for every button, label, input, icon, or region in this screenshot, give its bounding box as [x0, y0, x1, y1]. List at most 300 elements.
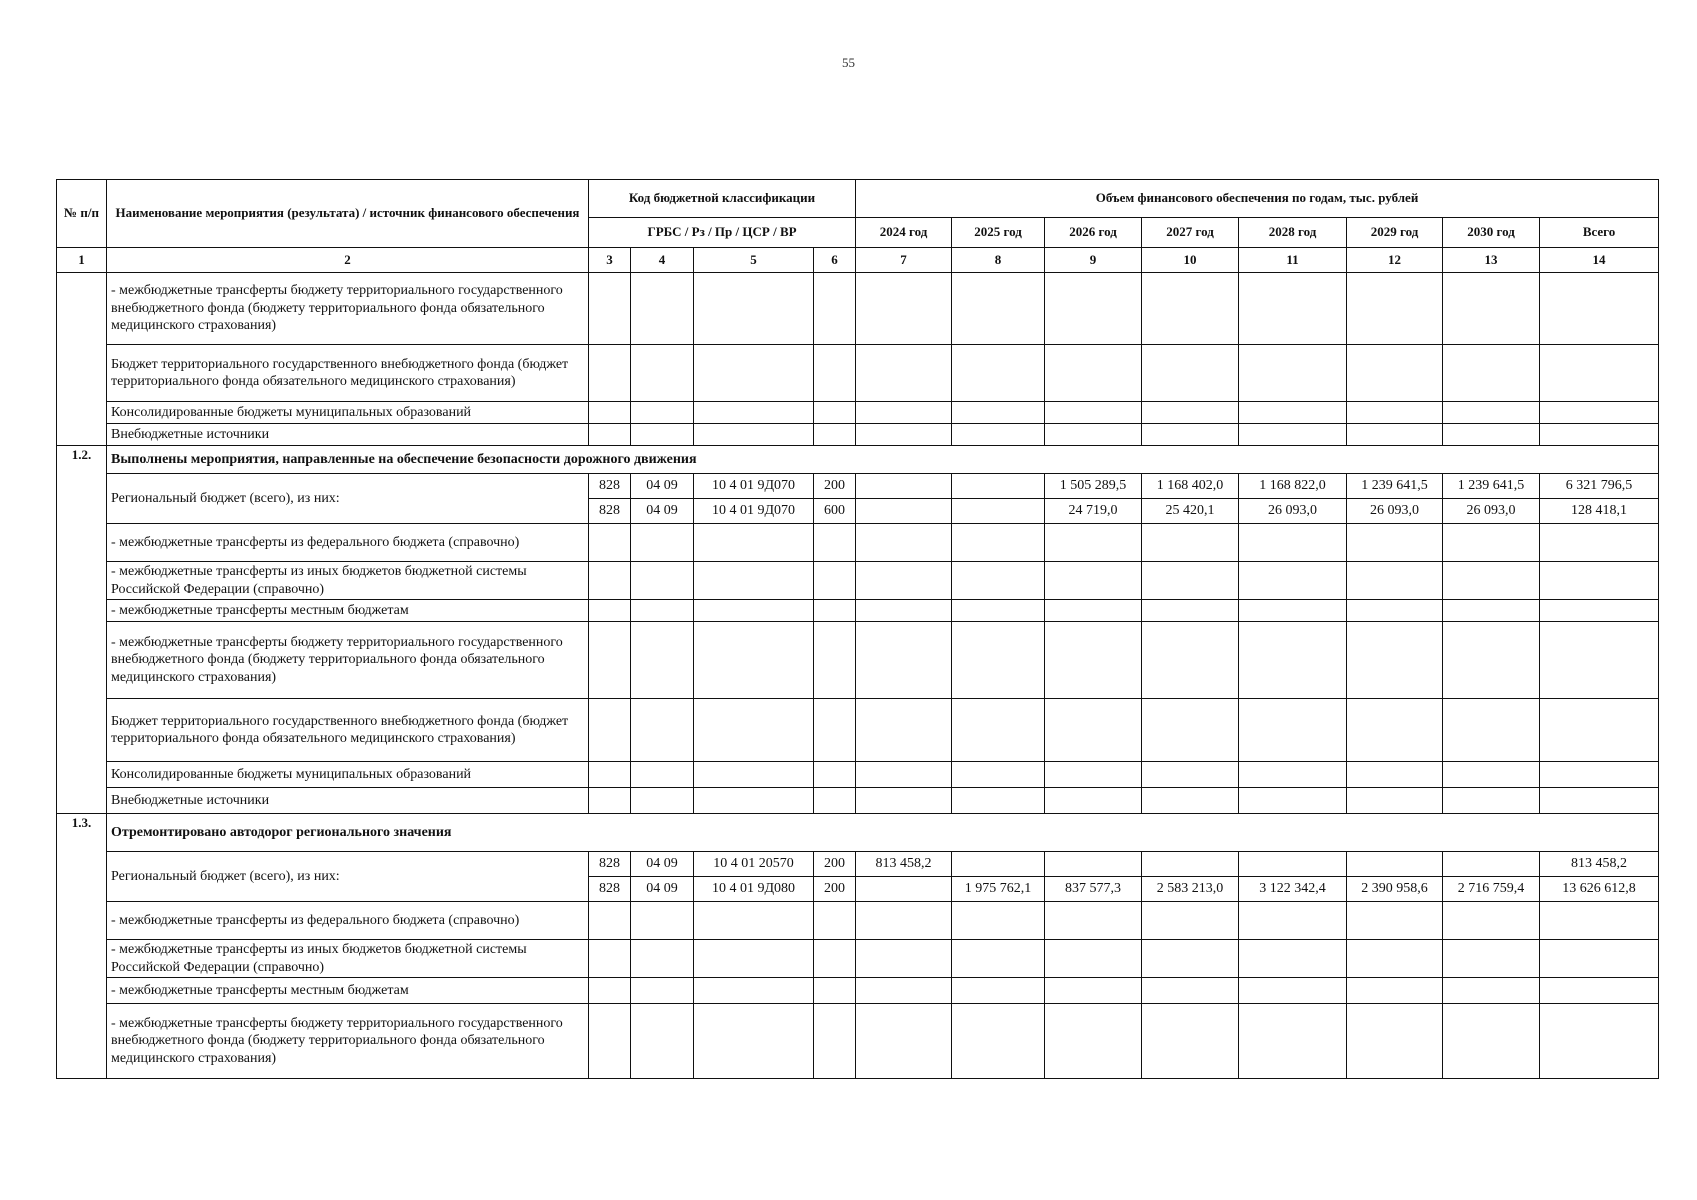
col-number: 14: [1540, 248, 1659, 273]
col-number: 6: [814, 248, 856, 273]
amount-cell: [1443, 852, 1540, 877]
empty-cell: [694, 902, 814, 940]
row-label: Бюджет территориального государственного внебюджетного фонда (бюджет территориального фонда обязательного медицинского страхования): [107, 345, 589, 402]
empty-cell: [1443, 424, 1540, 446]
empty-cell: [1540, 940, 1659, 978]
section-index: 1.3.: [57, 814, 107, 1079]
empty-cell: [952, 345, 1045, 402]
empty-cell: [589, 345, 631, 402]
header-total: Всего: [1540, 218, 1659, 248]
empty-cell: [1239, 902, 1347, 940]
rz-pr-cell: 04 09: [631, 852, 694, 877]
amount-cell: [856, 877, 952, 902]
vr-cell: 600: [814, 499, 856, 524]
budget-data-row: [57, 852, 1659, 877]
empty-cell: [1142, 622, 1239, 699]
header-name: Наименование мероприятия (результата) / источник финансового обеспечения: [107, 180, 589, 248]
empty-cell: [694, 345, 814, 402]
empty-cell: [1142, 699, 1239, 762]
empty-cell: [952, 424, 1045, 446]
empty-cell: [814, 978, 856, 1004]
header-kbk: Код бюджетной классификации: [589, 180, 856, 218]
header-kbk-sub: ГРБС / Рз / Пр / ЦСР / ВР: [589, 218, 856, 248]
table-row: [57, 402, 1659, 424]
empty-cell: [589, 940, 631, 978]
empty-cell: [694, 622, 814, 699]
empty-cell: [1347, 1004, 1443, 1079]
empty-cell: [1540, 562, 1659, 600]
empty-cell: [1142, 940, 1239, 978]
empty-cell: [1045, 562, 1142, 600]
amount-cell: 26 093,0: [1443, 499, 1540, 524]
empty-cell: [856, 345, 952, 402]
col-number: 10: [1142, 248, 1239, 273]
empty-cell: [814, 1004, 856, 1079]
empty-cell: [589, 402, 631, 424]
amount-cell: [952, 852, 1045, 877]
empty-cell: [1443, 902, 1540, 940]
empty-cell: [1239, 424, 1347, 446]
empty-cell: [1142, 273, 1239, 345]
empty-cell: [1540, 345, 1659, 402]
empty-cell: [1239, 562, 1347, 600]
col-number: 1: [57, 248, 107, 273]
empty-cell: [952, 273, 1045, 345]
empty-cell: [1142, 524, 1239, 562]
empty-cell: [1540, 524, 1659, 562]
budget-data-row: [57, 474, 1659, 499]
empty-cell: [694, 600, 814, 622]
row-label: - межбюджетные трансферты бюджету территориального государственного внебюджетного фонда (бюджету территориального фонда обязательного медицинского страхования): [107, 622, 589, 699]
rz-pr-cell: 04 09: [631, 877, 694, 902]
empty-cell: [694, 940, 814, 978]
empty-cell: [1443, 402, 1540, 424]
empty-cell: [1443, 1004, 1540, 1079]
empty-cell: [1045, 273, 1142, 345]
csr-cell: 10 4 01 9Д080: [694, 877, 814, 902]
empty-cell: [1540, 424, 1659, 446]
empty-cell: [1045, 600, 1142, 622]
header-year: 2027 год: [1142, 218, 1239, 248]
amount-cell: [1239, 852, 1347, 877]
amount-cell: [856, 474, 952, 499]
empty-cell: [589, 273, 631, 345]
row-label: - межбюджетные трансферты из иных бюджетов бюджетной системы Российской Федерации (справочно): [107, 562, 589, 600]
empty-cell: [952, 978, 1045, 1004]
empty-cell: [1443, 524, 1540, 562]
amount-cell: 1 168 822,0: [1239, 474, 1347, 499]
amount-cell: [1347, 852, 1443, 877]
empty-cell: [1347, 345, 1443, 402]
section-title: Отремонтировано автодорог регионального значения: [107, 814, 1659, 852]
empty-cell: [1347, 940, 1443, 978]
row-label: Консолидированные бюджеты муниципальных образований: [107, 402, 589, 424]
header-year: 2024 год: [856, 218, 952, 248]
empty-cell: [856, 978, 952, 1004]
amount-cell: [952, 474, 1045, 499]
vr-cell: 200: [814, 852, 856, 877]
header-num: № п/п: [57, 180, 107, 248]
empty-cell: [631, 273, 694, 345]
col-number: 2: [107, 248, 589, 273]
empty-cell: [1443, 788, 1540, 814]
empty-cell: [952, 940, 1045, 978]
empty-cell: [856, 562, 952, 600]
empty-cell: [631, 699, 694, 762]
empty-cell: [1239, 524, 1347, 562]
col-number: 4: [631, 248, 694, 273]
col-number: 12: [1347, 248, 1443, 273]
empty-cell: [952, 600, 1045, 622]
empty-cell: [631, 622, 694, 699]
table-row: [57, 524, 1659, 562]
table-row: [57, 273, 1659, 345]
empty-cell: [1239, 402, 1347, 424]
empty-cell: [1443, 622, 1540, 699]
empty-cell: [814, 402, 856, 424]
section-title-row: [57, 446, 1659, 474]
empty-cell: [1045, 699, 1142, 762]
empty-cell: [814, 600, 856, 622]
row-label: Консолидированные бюджеты муниципальных образований: [107, 762, 589, 788]
empty-cell: [1540, 788, 1659, 814]
empty-cell: [1540, 402, 1659, 424]
empty-cell: [814, 699, 856, 762]
empty-cell: [1045, 762, 1142, 788]
empty-cell: [1239, 762, 1347, 788]
empty-cell: [856, 902, 952, 940]
empty-cell: [856, 699, 952, 762]
budget-table: [56, 179, 1659, 1079]
empty-cell: [1142, 600, 1239, 622]
empty-cell: [631, 788, 694, 814]
amount-cell: [952, 499, 1045, 524]
row-label: - межбюджетные трансферты из иных бюджетов бюджетной системы Российской Федерации (справочно): [107, 940, 589, 978]
empty-cell: [589, 600, 631, 622]
empty-cell: [1239, 345, 1347, 402]
empty-cell: [631, 424, 694, 446]
empty-cell: [1347, 978, 1443, 1004]
grbs-cell: 828: [589, 852, 631, 877]
empty-cell: [694, 273, 814, 345]
empty-cell: [814, 902, 856, 940]
empty-cell: [1347, 762, 1443, 788]
empty-cell: [589, 788, 631, 814]
empty-cell: [1443, 562, 1540, 600]
vr-cell: 200: [814, 877, 856, 902]
empty-cell: [1443, 940, 1540, 978]
empty-cell: [1045, 1004, 1142, 1079]
empty-cell: [1045, 402, 1142, 424]
empty-cell: [589, 562, 631, 600]
row-label: - межбюджетные трансферты местным бюджетам: [107, 600, 589, 622]
header-year: 2030 год: [1443, 218, 1540, 248]
empty-cell: [1142, 762, 1239, 788]
table-row: [57, 622, 1659, 699]
col-number: 9: [1045, 248, 1142, 273]
empty-cell: [589, 622, 631, 699]
empty-cell: [814, 273, 856, 345]
empty-cell: [694, 402, 814, 424]
empty-cell: [1142, 1004, 1239, 1079]
empty-cell: [631, 940, 694, 978]
empty-cell: [1239, 940, 1347, 978]
amount-cell: 24 719,0: [1045, 499, 1142, 524]
col-number: 3: [589, 248, 631, 273]
table-row: [57, 699, 1659, 762]
row-label: Внебюджетные источники: [107, 788, 589, 814]
row-label: - межбюджетные трансферты бюджету территориального государственного внебюджетного фонда (бюджету территориального фонда обязательного медицинского страхования): [107, 1004, 589, 1079]
empty-cell: [1443, 600, 1540, 622]
header-volume: Объем финансового обеспечения по годам, тыс. рублей: [856, 180, 1659, 218]
empty-cell: [1347, 562, 1443, 600]
empty-cell: [1540, 699, 1659, 762]
index-cell-blank: [57, 273, 107, 446]
empty-cell: [631, 562, 694, 600]
regional-budget-label: Региональный бюджет (всего), из них:: [107, 474, 589, 524]
header-year: 2028 год: [1239, 218, 1347, 248]
empty-cell: [694, 978, 814, 1004]
amount-cell: 2 390 958,6: [1347, 877, 1443, 902]
empty-cell: [1540, 273, 1659, 345]
empty-cell: [694, 699, 814, 762]
empty-cell: [1347, 622, 1443, 699]
empty-cell: [1239, 622, 1347, 699]
empty-cell: [1045, 524, 1142, 562]
empty-cell: [589, 978, 631, 1004]
empty-cell: [1239, 600, 1347, 622]
empty-cell: [814, 562, 856, 600]
table-row: [57, 1004, 1659, 1079]
empty-cell: [694, 562, 814, 600]
empty-cell: [952, 562, 1045, 600]
table-row: [57, 978, 1659, 1004]
column-number-row: [57, 248, 1659, 273]
empty-cell: [952, 524, 1045, 562]
empty-cell: [1142, 788, 1239, 814]
row-label: - межбюджетные трансферты бюджету территориального государственного внебюджетного фонда (бюджету территориального фонда обязательного медицинского страхования): [107, 273, 589, 345]
empty-cell: [856, 622, 952, 699]
table-row: [57, 600, 1659, 622]
empty-cell: [856, 600, 952, 622]
empty-cell: [1045, 622, 1142, 699]
empty-cell: [694, 788, 814, 814]
amount-cell: 2 583 213,0: [1142, 877, 1239, 902]
empty-cell: [1142, 345, 1239, 402]
empty-cell: [631, 345, 694, 402]
section-title-row: [57, 814, 1659, 852]
empty-cell: [952, 699, 1045, 762]
empty-cell: [1347, 524, 1443, 562]
empty-cell: [952, 762, 1045, 788]
col-number: 7: [856, 248, 952, 273]
empty-cell: [589, 524, 631, 562]
grbs-cell: 828: [589, 877, 631, 902]
row-label: Бюджет территориального государственного внебюджетного фонда (бюджет территориального фонда обязательного медицинского страхования): [107, 699, 589, 762]
empty-cell: [631, 402, 694, 424]
amount-cell: 25 420,1: [1142, 499, 1239, 524]
amount-cell: 1 239 641,5: [1443, 474, 1540, 499]
empty-cell: [589, 762, 631, 788]
empty-cell: [694, 524, 814, 562]
row-label: - межбюджетные трансферты из федерального бюджета (справочно): [107, 902, 589, 940]
amount-cell: [1045, 852, 1142, 877]
amount-cell: 1 168 402,0: [1142, 474, 1239, 499]
amount-cell: 1 975 762,1: [952, 877, 1045, 902]
rz-pr-cell: 04 09: [631, 499, 694, 524]
empty-cell: [631, 762, 694, 788]
empty-cell: [1239, 273, 1347, 345]
empty-cell: [1540, 622, 1659, 699]
empty-cell: [856, 762, 952, 788]
row-label: Внебюджетные источники: [107, 424, 589, 446]
amount-cell: 128 418,1: [1540, 499, 1659, 524]
empty-cell: [814, 788, 856, 814]
empty-cell: [814, 622, 856, 699]
amount-cell: 1 505 289,5: [1045, 474, 1142, 499]
empty-cell: [1540, 978, 1659, 1004]
table-row: [57, 562, 1659, 600]
empty-cell: [952, 1004, 1045, 1079]
empty-cell: [1540, 902, 1659, 940]
section-title: Выполнены мероприятия, направленные на обеспечение безопасности дорожного движения: [107, 446, 1659, 474]
empty-cell: [1540, 1004, 1659, 1079]
amount-cell: 837 577,3: [1045, 877, 1142, 902]
empty-cell: [1045, 902, 1142, 940]
empty-cell: [1045, 788, 1142, 814]
empty-cell: [1045, 424, 1142, 446]
empty-cell: [1142, 402, 1239, 424]
amount-cell: 813 458,2: [856, 852, 952, 877]
rz-pr-cell: 04 09: [631, 474, 694, 499]
empty-cell: [814, 762, 856, 788]
empty-cell: [1239, 788, 1347, 814]
empty-cell: [856, 273, 952, 345]
table-row: [57, 788, 1659, 814]
csr-cell: 10 4 01 20570: [694, 852, 814, 877]
regional-budget-label: Региональный бюджет (всего), из них:: [107, 852, 589, 902]
empty-cell: [1347, 902, 1443, 940]
empty-cell: [694, 424, 814, 446]
amount-cell: 1 239 641,5: [1347, 474, 1443, 499]
empty-cell: [694, 762, 814, 788]
empty-cell: [1045, 940, 1142, 978]
empty-cell: [1347, 273, 1443, 345]
table-row: [57, 345, 1659, 402]
amount-cell: 3 122 342,4: [1239, 877, 1347, 902]
empty-cell: [1239, 978, 1347, 1004]
header-year: 2025 год: [952, 218, 1045, 248]
empty-cell: [694, 1004, 814, 1079]
header-year: 2026 год: [1045, 218, 1142, 248]
empty-cell: [814, 940, 856, 978]
empty-cell: [589, 902, 631, 940]
empty-cell: [1239, 699, 1347, 762]
amount-cell: 813 458,2: [1540, 852, 1659, 877]
empty-cell: [856, 940, 952, 978]
empty-cell: [1142, 424, 1239, 446]
empty-cell: [952, 622, 1045, 699]
csr-cell: 10 4 01 9Д070: [694, 474, 814, 499]
empty-cell: [631, 1004, 694, 1079]
table-row: [57, 424, 1659, 446]
col-number: 5: [694, 248, 814, 273]
empty-cell: [856, 402, 952, 424]
empty-cell: [1045, 978, 1142, 1004]
empty-cell: [589, 1004, 631, 1079]
empty-cell: [1347, 788, 1443, 814]
empty-cell: [814, 345, 856, 402]
empty-cell: [952, 402, 1045, 424]
table-row: [57, 902, 1659, 940]
empty-cell: [589, 699, 631, 762]
empty-cell: [952, 788, 1045, 814]
empty-cell: [1142, 902, 1239, 940]
empty-cell: [1347, 600, 1443, 622]
table-row: [57, 762, 1659, 788]
empty-cell: [1142, 562, 1239, 600]
empty-cell: [1347, 424, 1443, 446]
grbs-cell: 828: [589, 499, 631, 524]
amount-cell: 6 321 796,5: [1540, 474, 1659, 499]
empty-cell: [856, 1004, 952, 1079]
empty-cell: [1347, 402, 1443, 424]
empty-cell: [1443, 699, 1540, 762]
empty-cell: [589, 424, 631, 446]
grbs-cell: 828: [589, 474, 631, 499]
header-year: 2029 год: [1347, 218, 1443, 248]
empty-cell: [1443, 762, 1540, 788]
empty-cell: [1443, 273, 1540, 345]
empty-cell: [814, 424, 856, 446]
amount-cell: [1142, 852, 1239, 877]
amount-cell: 2 716 759,4: [1443, 877, 1540, 902]
col-number: 11: [1239, 248, 1347, 273]
page-number: 55: [842, 55, 855, 70]
col-number: 13: [1443, 248, 1540, 273]
empty-cell: [952, 902, 1045, 940]
csr-cell: 10 4 01 9Д070: [694, 499, 814, 524]
table-body: [57, 273, 1659, 1079]
amount-cell: 26 093,0: [1347, 499, 1443, 524]
empty-cell: [631, 600, 694, 622]
empty-cell: [1142, 978, 1239, 1004]
vr-cell: 200: [814, 474, 856, 499]
row-label: - межбюджетные трансферты местным бюджетам: [107, 978, 589, 1004]
empty-cell: [1443, 978, 1540, 1004]
empty-cell: [1239, 1004, 1347, 1079]
empty-cell: [1045, 345, 1142, 402]
section-index: 1.2.: [57, 446, 107, 814]
empty-cell: [631, 902, 694, 940]
empty-cell: [856, 788, 952, 814]
amount-cell: 13 626 612,8: [1540, 877, 1659, 902]
table-row: [57, 940, 1659, 978]
empty-cell: [631, 978, 694, 1004]
amount-cell: [856, 499, 952, 524]
empty-cell: [856, 524, 952, 562]
empty-cell: [631, 524, 694, 562]
empty-cell: [1540, 600, 1659, 622]
empty-cell: [814, 524, 856, 562]
row-label: - межбюджетные трансферты из федерального бюджета (справочно): [107, 524, 589, 562]
col-number: 8: [952, 248, 1045, 273]
empty-cell: [1443, 345, 1540, 402]
amount-cell: 26 093,0: [1239, 499, 1347, 524]
empty-cell: [1347, 699, 1443, 762]
empty-cell: [1540, 762, 1659, 788]
empty-cell: [856, 424, 952, 446]
